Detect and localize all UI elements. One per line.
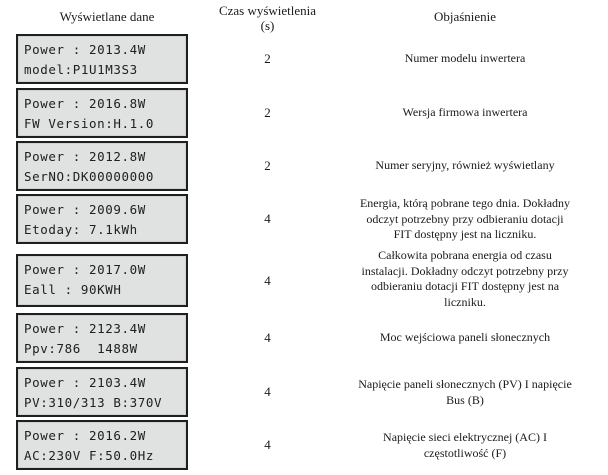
explanation-line: Energia, którą pobrane tego dnia. Dokładny [359, 196, 571, 210]
explanation-line: Całkowita pobrana energia od czasu [378, 248, 552, 262]
lcd-line1: Power : 2016.8W [24, 96, 146, 111]
lcd-display [16, 194, 188, 244]
explanation-text [330, 105, 600, 121]
lcd-line2: PV:310/313 B:370V [24, 395, 163, 410]
lcd-line1: Power : 2123.4W [24, 321, 146, 336]
lcd-display [16, 34, 188, 84]
lcd-line1: Power : 2103.4W [24, 375, 146, 390]
explanation-line: częstotliwość (F) [423, 445, 507, 460]
lcd-display [16, 254, 188, 307]
explanation-text [330, 330, 600, 346]
lcd-line1: Power : 2009.6W [24, 202, 146, 217]
header-explanation: Objaśnienie [433, 9, 497, 24]
lcd-line2: FW Version:H.1.0 [24, 116, 155, 131]
header-display-time [205, 3, 330, 33]
lcd-line2: Etoday: 7.1kWh [24, 222, 138, 237]
lcd-line2: SerNO:DK00000000 [24, 169, 155, 184]
explanation-text [330, 430, 600, 461]
explanation-line: FIT dostępny jest na liczniku. [393, 227, 537, 241]
header-displayed-data: Wyświetlane dane [59, 9, 155, 24]
explanation-line: odbieraniu dotacji FIT dostępny jest na [370, 279, 560, 293]
explanation-line: instalacji. Dokładny odczyt potrzebny przy [361, 263, 569, 278]
lcd-line1: Power : 2013.4W [24, 42, 146, 57]
lcd-line1: Power : 2017.0W [24, 262, 146, 277]
lcd-line2: AC:230V F:50.0Hz [24, 448, 155, 463]
explanation-text [330, 248, 600, 310]
lcd-line1: Power : 2016.2W [24, 428, 146, 443]
explanation-line: Wersja firmowa inwertera [402, 105, 528, 119]
lcd-display [16, 88, 188, 138]
display-time-value: 4 [264, 272, 271, 288]
explanation-text [330, 196, 600, 243]
lcd-line2: Eall : 90KWH [24, 282, 122, 297]
explanation-line: Moc wejściowa paneli słonecznych [379, 330, 551, 344]
header-display-time-line1: Czas wyświetlenia [218, 3, 317, 18]
display-time-value: 2 [264, 51, 271, 66]
display-time-value: 2 [264, 158, 271, 173]
explanation-line: odczyt potrzebny przy odbieraniu dotacji [366, 211, 564, 226]
display-time-value: 4 [264, 211, 271, 226]
lcd-line2: Ppv:786 1488W [24, 341, 138, 356]
explanation-line: Numer seryjny, również wyświetlany [375, 158, 555, 172]
lcd-display [16, 367, 188, 417]
explanation-line: liczniku. [444, 294, 486, 309]
explanation-text [330, 51, 600, 67]
lcd-display [16, 141, 188, 191]
lcd-line1: Power : 2012.8W [24, 149, 146, 164]
display-time-value: 2 [264, 105, 271, 120]
display-time-value: 4 [264, 330, 271, 345]
explanation-text [330, 158, 600, 174]
header-display-time-line2: (s) [260, 18, 275, 33]
explanation-text [330, 377, 600, 408]
explanation-line: Numer modelu inwertera [404, 51, 526, 65]
lcd-display [16, 420, 188, 470]
lcd-display [16, 313, 188, 363]
explanation-line: Bus (B) [446, 392, 484, 407]
lcd-line2: model:P1U1M3S3 [24, 62, 138, 77]
display-time-value: 4 [264, 384, 271, 399]
explanation-line: Napięcie paneli słonecznych (PV) I napięcie [358, 377, 572, 391]
display-time-value: 4 [264, 437, 271, 452]
explanation-line: Napięcie sieci elektrycznej (AC) I [383, 430, 547, 444]
